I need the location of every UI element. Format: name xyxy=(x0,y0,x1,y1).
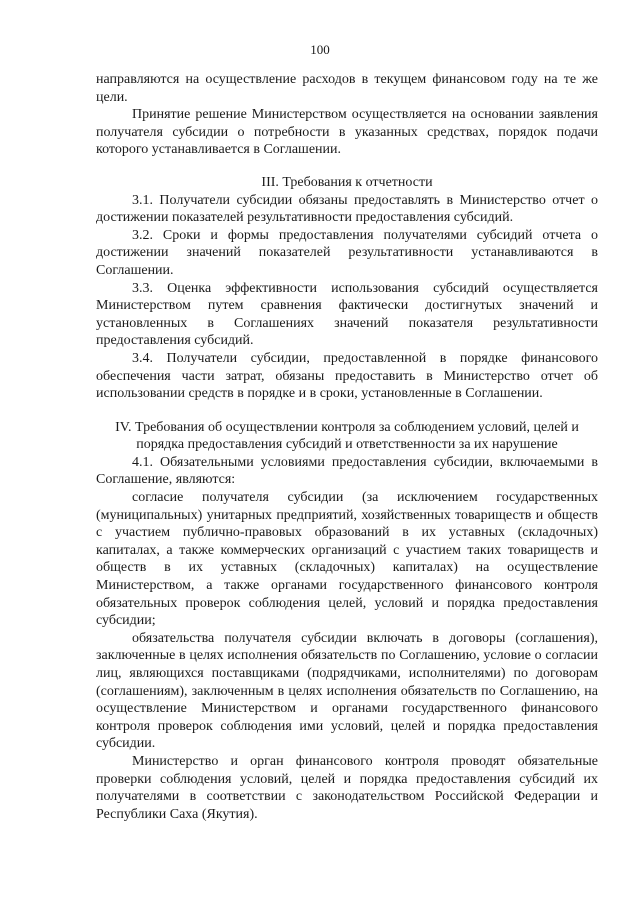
section-heading-reporting: III. Требования к отчетности xyxy=(261,174,433,190)
page-number: 100 xyxy=(310,42,330,57)
paragraph-decision: Принятие решение Министерством осуществляется на основании заявления получателя субсидии о потребности в указанных средствах, порядок подачи которого устанавливается в Соглашении. xyxy=(96,107,598,158)
document-body xyxy=(96,71,598,823)
clause-4-1-obligations: обязательства получателя субсидии включать в договоры (соглашения), заключенные в целях исполнения обязательств по Соглашению, условие о согласии лиц, являющихся поставщиками (подрядчиками, исполнителями) по договорам (соглашениям), заключенным в целях исполнения обязательств по Соглашению, на осуществление Министерством и органами государственного финансового контроля проверок соблюдения ими условий, целей и порядка предоставления субсидии. xyxy=(96,630,598,752)
clause-4-1-consent: согласие получателя субсидии (за исключением государственных (муниципальных) унитарных предприятий, хозяйственных товариществ и обществ с участием публично-правовых образований в их уставных (складочных) капиталах, а также коммерческих организаций с участием таких товариществ и обществ в их уставных (складочных) капиталах) на осуществление Министерством, а также органами государственного финансового контроля обязательных проверок соблюдения целей, условий и порядка предоставления субсидии; xyxy=(96,490,598,629)
paragraph-inspections: Министерство и орган финансового контроля проводят обязательные проверки соблюдения условий, целей и порядка предоставления субсидий их получателями в соответствии с законодательством Российской Федерации и Республики Саха (Якутия). xyxy=(96,753,598,822)
clause-3-1: 3.1. Получатели субсидии обязаны предоставлять в Министерство отчет о достижении показателей результативности предоставления субсидий. xyxy=(96,192,598,226)
clause-3-4: 3.4. Получатели субсидии, предоставленной в порядке финансового обеспечения части затрат, обязаны предоставить в Министерство отчет об использовании средств в порядке и в сроки, установленные в Соглашении. xyxy=(96,350,598,402)
clause-4-1: 4.1. Обязательными условиями предоставления субсидии, включаемыми в Соглашение, являются: xyxy=(96,454,598,488)
paragraph-continuation: направляются на осуществление расходов в текущем финансовом году на те же цели. xyxy=(96,72,598,105)
clause-3-3: 3.3. Оценка эффективности использования субсидий осуществляется Министерством путем сравнения фактически достигнутых значений и установленных в Соглашениях значений показателя результативности предоставления субсидий. xyxy=(96,280,598,349)
clause-3-2: 3.2. Сроки и формы предоставления получателями субсидий отчета о достижении значений показателей результативности устанавливаются в Соглашении. xyxy=(96,227,598,278)
section-heading-control: IV. Требования об осуществлении контроля за соблюдением условий, целей и порядка предоставления субсидий и ответственности за их нарушение xyxy=(115,419,579,453)
